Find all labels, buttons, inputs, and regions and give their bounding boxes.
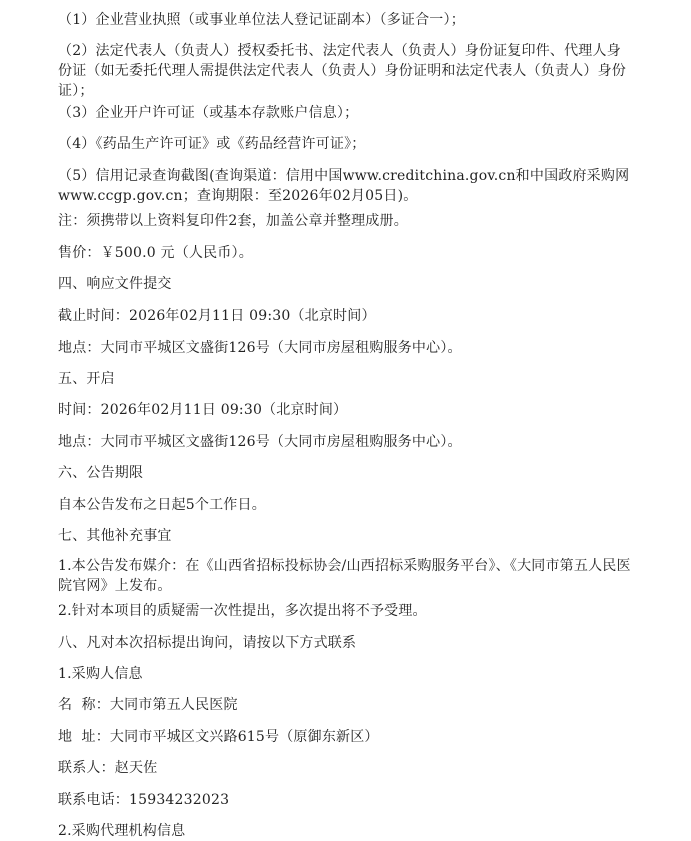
- section-heading-period: 六、公告期限: [58, 465, 144, 481]
- opening-time: 时间：2026年02月11日 09:30（北京时间）: [58, 402, 348, 418]
- price-text: 售价：￥500.0 元（人民币）。: [58, 245, 253, 261]
- section-heading-submission: 四、响应文件提交: [58, 276, 172, 292]
- submission-deadline: 截止时间：2026年02月11日 09:30（北京时间）: [58, 308, 376, 324]
- note-text: 注：须携带以上资料复印件2套，加盖公章并整理成册。: [58, 213, 408, 229]
- section-heading-opening: 五、开启: [58, 371, 115, 387]
- purchaser-name: 名 称：大同市第五人民医院: [58, 697, 238, 713]
- purchaser-address: 地 址：大同市平城区文兴路615号（原御东新区）: [58, 729, 379, 745]
- purchaser-info-heading: 1.采购人信息: [58, 666, 143, 682]
- requirement-item-4: （4）《药品生产许可证》或《药品经营许可证》；: [58, 136, 366, 152]
- requirement-item-3: （3）企业开户许可证（或基本存款账户信息）；: [58, 105, 359, 121]
- requirement-item-1: （1）企业营业执照（或事业单位法人登记证副本）（多证合一）；: [58, 12, 465, 28]
- requirement-item-5: （5）信用记录查询截图(查询渠道：信用中国www.creditchina.gov.cn和中国政府采购网www.ccgp.gov.cn；查询期限：至2026年02月05日)。: [58, 168, 630, 204]
- section-heading-supplementary: 七、其他补充事宜: [58, 528, 172, 544]
- opening-location: 地点：大同市平城区文盛街126号（大同市房屋租购服务中心）。: [58, 434, 462, 450]
- section-heading-contact: 八、凡对本次招标提出询问，请按以下方式联系: [58, 635, 357, 651]
- publication-media: 1.本公告发布媒介：在《山西省招标投标协会/山西招标采购服务平台》、《大同市第五人民医院官网》上发布。: [58, 558, 631, 594]
- query-rule: 2.针对本项目的质疑需一次性提出，多次提出将不予受理。: [58, 603, 427, 619]
- requirement-item-2: （2）法定代表人（负责人）授权委托书、法定代表人（负责人）身份证复印件、代理人身份证（如无委托代理人需提供法定代表人（负责人）身份证明和法定代表人（负责人）身份证）；: [58, 43, 626, 99]
- agency-info-heading: 2.采购代理机构信息: [58, 823, 186, 839]
- announcement-period: 自本公告发布之日起5个工作日。: [58, 497, 266, 513]
- submission-location: 地点：大同市平城区文盛街126号（大同市房屋租购服务中心）。: [58, 340, 462, 356]
- purchaser-contact-person: 联系人：赵天佐: [58, 760, 158, 776]
- purchaser-phone: 联系电话：15934232023: [58, 792, 230, 808]
